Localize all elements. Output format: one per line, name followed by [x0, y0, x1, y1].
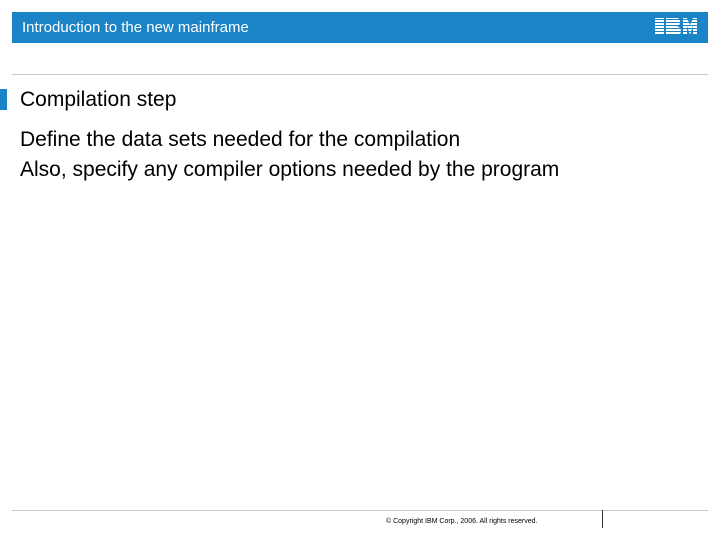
body-line: Define the data sets needed for the compilation [20, 128, 461, 151]
presentation-title: Introduction to the new mainframe [22, 19, 249, 36]
header-bar [12, 12, 708, 43]
ibm-logo [654, 17, 698, 38]
body-line: Also, specify any compiler options needed by the program [20, 158, 560, 181]
title-marker [0, 89, 7, 110]
slide-title: Compilation step [20, 88, 177, 111]
copyright-notice: © Copyright IBM Corp., 2006. All rights reserved. [386, 518, 538, 525]
footer-divider [12, 510, 708, 511]
top-divider [12, 74, 708, 75]
slide-body [20, 125, 559, 185]
footer-vertical-divider [602, 510, 603, 528]
